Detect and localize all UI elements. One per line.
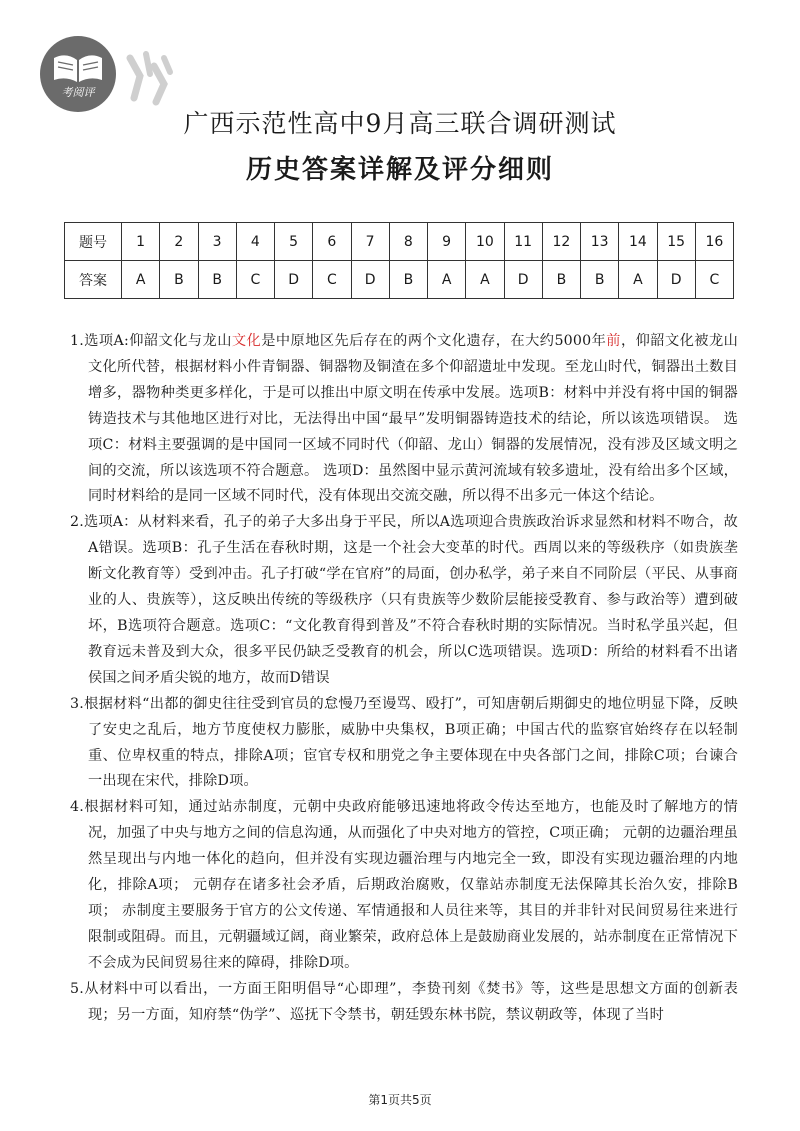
document-subtitle: 历史答案详解及评分细则 (245, 155, 554, 185)
table-cell: 16 (695, 223, 733, 261)
question-5-explanation: 5.从材料中可以看出，一方面王阳明倡导“心即理”，李贽刊刻《焚书》等，这些是思想文方面的创新表现；另一方面，知府禁“伪学”、巡抚下令禁书，朝廷毁东林书院，禁议朝政等，体现了当时 (70, 980, 738, 1023)
table-cell: C (695, 261, 733, 299)
explanations (70, 329, 738, 1028)
table-cell: 14 (619, 223, 657, 261)
q1-text-c: ，仰韶文化被龙山文化所代替，根据材料小件青铜器、铜器物及铜渣在多个仰韶遗址中发现。至龙山时代，铜器出土数目增多，器物种类更多样化，于是可以推出中原文明在传承中发展。选项B：材料中并没有将中国的铜器铸造技术与其他地区进行对比，无法得出中国“最早”发明铜器铸造技术的结论，所以该选项错误。 选项C：材料主要强调的是中国同一区域不同时代（仰韶、龙山）铜器的发展情况，没有涉及区域文明之间的交流，所以该选项不符合题意。 选项D：虽然图中显示黄河流域有较多遗址，没有给出多个区域，同时材料给的是同一区域不同时代，没有体现出交流交融，所以得不出多元一体这个结论。 (88, 333, 738, 505)
answer-row (65, 261, 734, 299)
q1-highlight-1: 文化 (231, 333, 262, 349)
q1-text-b: 是中原地区先后存在的两个文化遗存，在大约5000年 (261, 333, 607, 349)
table-cell: 11 (504, 223, 542, 261)
table-cell: D (504, 261, 542, 299)
book-logo-icon (40, 36, 116, 112)
question-2-explanation: 2.选项A：从材料来看，孔子的弟子大多出身于平民，所以A选项迎合贵族政治诉求显然和材料不吻合，故A错误。选项B：孔子生活在春秋时期，这是一个社会大变革的时代。西周以来的等级秩序（如贵族垄断文化教育等）受到冲击。孔子打破“学在官府”的局面，创办私学，弟子来自不同阶层（平民、从事商业的人、贵族等），这反映出传统的等级秩序（只有贵族等少数阶层能接受教育、参与政治等）遭到破坏，B选项符合题意。选项C：“文化教育得到普及”不符合春秋时期的实际情况。当时私学虽兴起，但教育远未普及到大众，很多平民仍缺乏受教育的机会，所以C选项错误。选项D：所给的材料看不出诸侯国之间矛盾尖锐的地方，故而D错误 (70, 514, 738, 686)
question-number-row (65, 223, 734, 261)
question-1-explanation (70, 329, 738, 510)
table-cell: 3 (198, 223, 236, 261)
table-cell: 2 (160, 223, 198, 261)
logo-text: 考阅评 (61, 86, 95, 99)
table-cell: A (428, 261, 466, 299)
table-cell: 6 (313, 223, 351, 261)
table-cell: B (542, 261, 580, 299)
table-cell: 5 (275, 223, 313, 261)
table-cell: 7 (351, 223, 389, 261)
q1-highlight-2: 前 (606, 333, 621, 349)
table-cell: B (581, 261, 619, 299)
table-cell: 12 (542, 223, 580, 261)
table-cell: B (389, 261, 427, 299)
table-cell: A (619, 261, 657, 299)
table-cell: 15 (657, 223, 695, 261)
table-cell: 10 (466, 223, 504, 261)
table-cell: D (351, 261, 389, 299)
table-header-cell: 题号 (65, 223, 122, 261)
table-cell: D (657, 261, 695, 299)
table-cell: B (198, 261, 236, 299)
table-cell: 4 (236, 223, 274, 261)
table-cell: 8 (389, 223, 427, 261)
table-cell: 13 (581, 223, 619, 261)
question-3-explanation: 3.根据材料“出都的御史往往受到官员的怠慢乃至谩骂、殴打”，可知唐朝后期御史的地位明显下降，反映了安史之乱后，地方节度使权力膨胀，威胁中央集权，B项正确；中国古代的监察官始终存在以轻制重、位卑权重的特点，排除A项；宦官专权和朋党之争主要体现在中央各部门之间，排除C项；台谏合一出现在宋代，排除D项。 (70, 695, 738, 790)
table-cell: 1 (122, 223, 160, 261)
brand-mark-icon (124, 46, 176, 106)
table-cell: D (275, 261, 313, 299)
table-cell: C (236, 261, 274, 299)
page-number: 第1页共5页 (368, 1093, 432, 1107)
logo (40, 36, 190, 112)
table-cell: 9 (428, 223, 466, 261)
table-header-cell: 答案 (65, 261, 122, 299)
table-cell: A (122, 261, 160, 299)
question-4-explanation: 4.根据材料可知，通过站赤制度，元朝中央政府能够迅速地将政令传达至地方，也能及时了解地方的情况，加强了中央与地方之间的信息沟通，从而强化了中央对地方的管控，C项正确； 元朝的边疆治理虽然呈现出与内地一体化的趋向，但并没有实现边疆治理与内地完全一致，即没有实现边疆治理的内地化，排除A项； 元朝存在诸多社会矛盾，后期政治腐败，仅靠站赤制度无法保障其长治久安，排除B项； 赤制度主要服务于官方的公文传递、军情通报和人员往来等，其目的并非针对民间贸易往来进行限制或阻碍。而且，元朝疆域辽阔，商业繁荣，政府总体上是鼓励商业发展的，站赤制度在正常情况下不会成为民间贸易往来的障碍，排除D项。 (70, 799, 738, 971)
table-cell: C (313, 261, 351, 299)
exam-title: 广西示范性高中9月高三联合调研测试 (183, 109, 617, 138)
answer-table (64, 222, 734, 299)
q1-text-a: 1.选项A:仰韶文化与龙山 (70, 333, 232, 349)
table-cell: A (466, 261, 504, 299)
table-cell: B (160, 261, 198, 299)
